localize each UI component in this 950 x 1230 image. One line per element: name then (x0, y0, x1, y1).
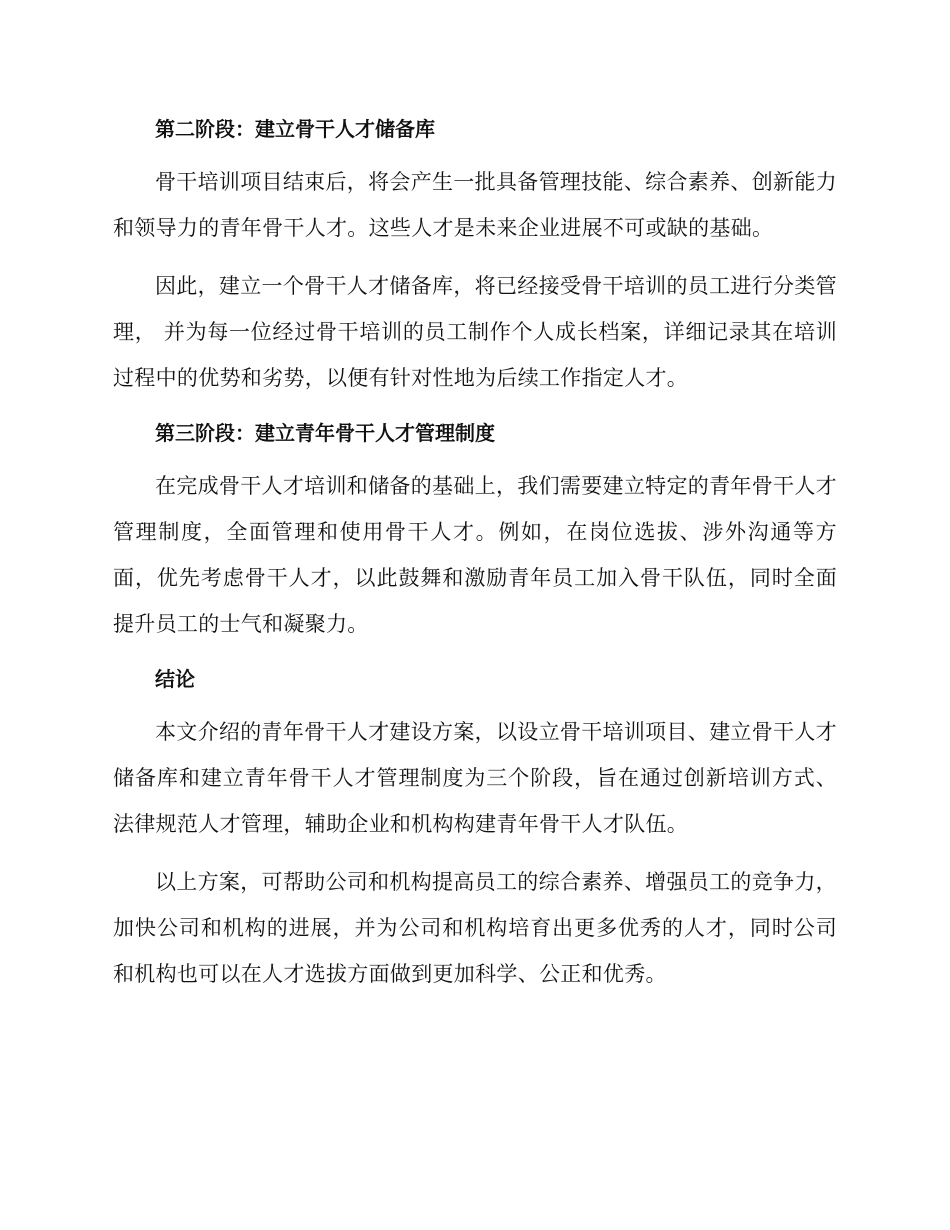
body-paragraph: 在完成骨干人才培训和储备的基础上，我们需要建立特定的青年骨干人才管理制度，全面管理和使用骨干人才。例如，在岗位选拔、涉外沟通等方面，优先考虑骨干人才，以此鼓舞和激励青年员工加入骨干队伍，同时全面提升员工的士气和凝聚力。 (113, 474, 837, 636)
section-heading: 第三阶段：建立青年骨干人才管理制度 (155, 421, 495, 445)
document-body (113, 109, 837, 997)
body-paragraph: 骨干培训项目结束后，将会产生一批具备管理技能、综合素养、创新能力和领导力的青年骨干人才。这些人才是未来企业进展不可或缺的基础。 (113, 170, 837, 240)
body-paragraph: 以上方案，可帮助公司和机构提高员工的综合素养、增强员工的竞争力，加快公司和机构的进展，并为公司和机构培育出更多优秀的人才，同时公司和机构也可以在人才选拔方面做到更加科学、公正和优秀。 (113, 870, 837, 986)
section-heading: 结论 (155, 667, 195, 691)
section-conclusion (113, 659, 837, 997)
body-paragraph: 因此，建立一个骨干人才储备库，将已经接受骨干培训的员工进行分类管理， 并为每一位经过骨干培训的员工制作个人成长档案，详细记录其在培训过程中的优势和劣势，以便有针对性地为后续工作指定人才。 (113, 274, 837, 390)
body-paragraph: 本文介绍的青年骨干人才建设方案，以设立骨干培训项目、建立骨干人才储备库和建立青年骨干人才管理制度为三个阶段，旨在通过创新培训方式、法律规范人才管理，辅助企业和机构构建青年骨干人才队伍。 (113, 720, 837, 836)
section-phase-two (113, 109, 837, 401)
section-heading: 第二阶段：建立骨干人才储备库 (155, 117, 435, 141)
section-phase-three (113, 413, 837, 647)
